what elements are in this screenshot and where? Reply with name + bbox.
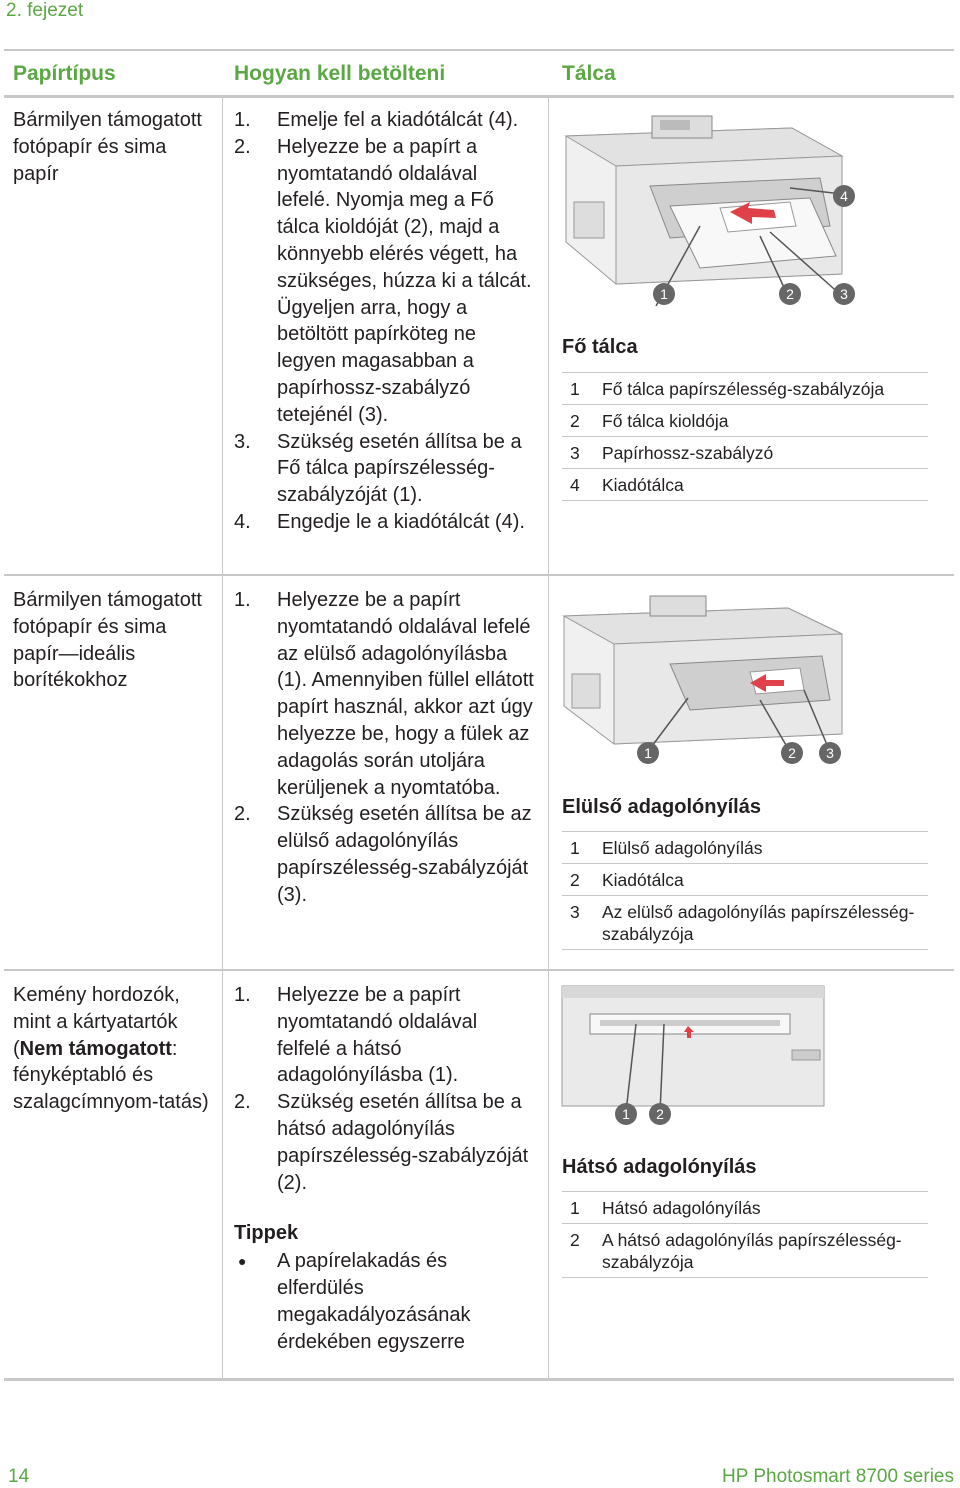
page-number: 14 <box>8 1466 30 1487</box>
bottom-rule <box>4 1378 954 1381</box>
load-steps <box>234 587 534 909</box>
step-item: 2. Szükség esetén állítsa be az elülső adagolónyílás papírszélesség-szabályzóját (3). <box>234 803 532 906</box>
callout-1: 1 <box>622 1106 630 1122</box>
step-item: 2. Szükség esetén állítsa be a hátsó adagolónyílás papírszélesség-szabályzóját (2). <box>234 1091 529 1194</box>
tray-name: Elülső adagolónyílás <box>562 796 761 818</box>
tray-name: Fő tálca <box>562 336 638 358</box>
chapter-label: 2. fejezet <box>6 0 84 21</box>
row-divider <box>4 574 954 576</box>
header-rule <box>4 95 954 98</box>
legend-table <box>562 831 928 950</box>
legend-row: 1 Fő tálca papírszélesség-szabályzója <box>562 372 928 404</box>
callout-1: 1 <box>644 745 652 761</box>
legend-row: 2 A hátsó adagolónyílás papírszélesség-szabályzója <box>562 1223 928 1278</box>
step-item: 1. Emelje fel a kiadótálcát (4). <box>234 109 519 131</box>
callout-2: 2 <box>788 745 796 761</box>
legend-row: 3 Papírhossz-szabályzó <box>562 436 928 468</box>
legend-row: 1 Elülső adagolónyílás <box>562 831 928 863</box>
main-tray-printer-illustration <box>560 106 860 316</box>
header-how-to-load: Hogyan kell betölteni <box>234 62 446 85</box>
load-steps <box>234 982 534 1356</box>
column-divider <box>222 97 223 1379</box>
tray-name: Hátsó adagolónyílás <box>562 1156 757 1178</box>
step-item: 1. Helyezze be a papírt nyomtatandó oldalával felfelé a hátsó adagolónyílásba (1). <box>234 984 478 1087</box>
legend-row: 4 Kiadótálca <box>562 468 928 501</box>
callout-2: 2 <box>656 1106 664 1122</box>
legend-row: 1 Hátsó adagolónyílás <box>562 1191 928 1223</box>
column-divider <box>548 97 549 1379</box>
legend-row: 2 Kiadótálca <box>562 863 928 895</box>
legend-row: 2 Fő tálca kioldója <box>562 404 928 436</box>
step-item: 4. Engedje le a kiadótálcát (4). <box>234 510 525 533</box>
row-divider <box>4 969 954 971</box>
legend-table <box>562 372 928 501</box>
front-slot-printer-illustration <box>560 588 850 778</box>
step-item: 2. Helyezze be a papírt a nyomtatandó oldalával lefelé. Nyomja meg a Fő tálca kioldóját (2), majd a könnyebb elérés végett, ha szükséges, húzza ki a tálcát. Ügyeljen arra, hogy a betöltött papírköteg ne legyen magasabban a papírhossz-szabályzó tetejénél (3). <box>234 135 532 426</box>
callout-3: 3 <box>826 745 834 761</box>
rear-slot-printer-illustration <box>560 984 830 1134</box>
callout-3: 3 <box>840 286 848 302</box>
tip-item: ● A papírelakadás és elferdülés megakadályozásának érdekében egyszerre <box>234 1248 534 1355</box>
top-rule <box>4 49 954 51</box>
callout-2: 2 <box>786 286 794 302</box>
load-steps <box>234 107 534 536</box>
step-item: 3. Szükség esetén állítsa be a Fő tálca papírszélesség-szabályzóját (1). <box>234 430 522 507</box>
legend-table <box>562 1191 928 1278</box>
product-name: HP Photosmart 8700 series <box>722 1466 954 1487</box>
paper-type-cell: Bármilyen támogatott fotópapír és sima papír—ideális borítékokhoz <box>13 589 202 692</box>
paper-type-cell: Bármilyen támogatott fotópapír és sima papír <box>13 109 202 185</box>
step-item: 1. Helyezze be a papírt nyomtatandó oldalával lefelé az elülső adagolónyílásba (1). Amennyiben füllel ellátott papírt használ, akkor azt úgy helyezze be, hogy a fülek az adagolás során utoljára kerüljenek a nyomtatóba. <box>234 589 534 799</box>
legend-row: 3 Az elülső adagolónyílás papírszélesség-szabályzója <box>562 895 928 950</box>
callout-1: 1 <box>660 286 668 302</box>
bullet-icon: ● <box>238 1253 247 1270</box>
tips-title: Tippek <box>234 1222 299 1245</box>
callout-4: 4 <box>840 188 848 204</box>
paper-type-cell: Kemény hordozók, mint a kártyatartók (Nem támogatott: fényképtabló és szalagcímnyom-tatás) <box>13 984 209 1114</box>
header-tray: Tálca <box>562 62 616 85</box>
header-paper-type: Papírtípus <box>13 62 116 85</box>
